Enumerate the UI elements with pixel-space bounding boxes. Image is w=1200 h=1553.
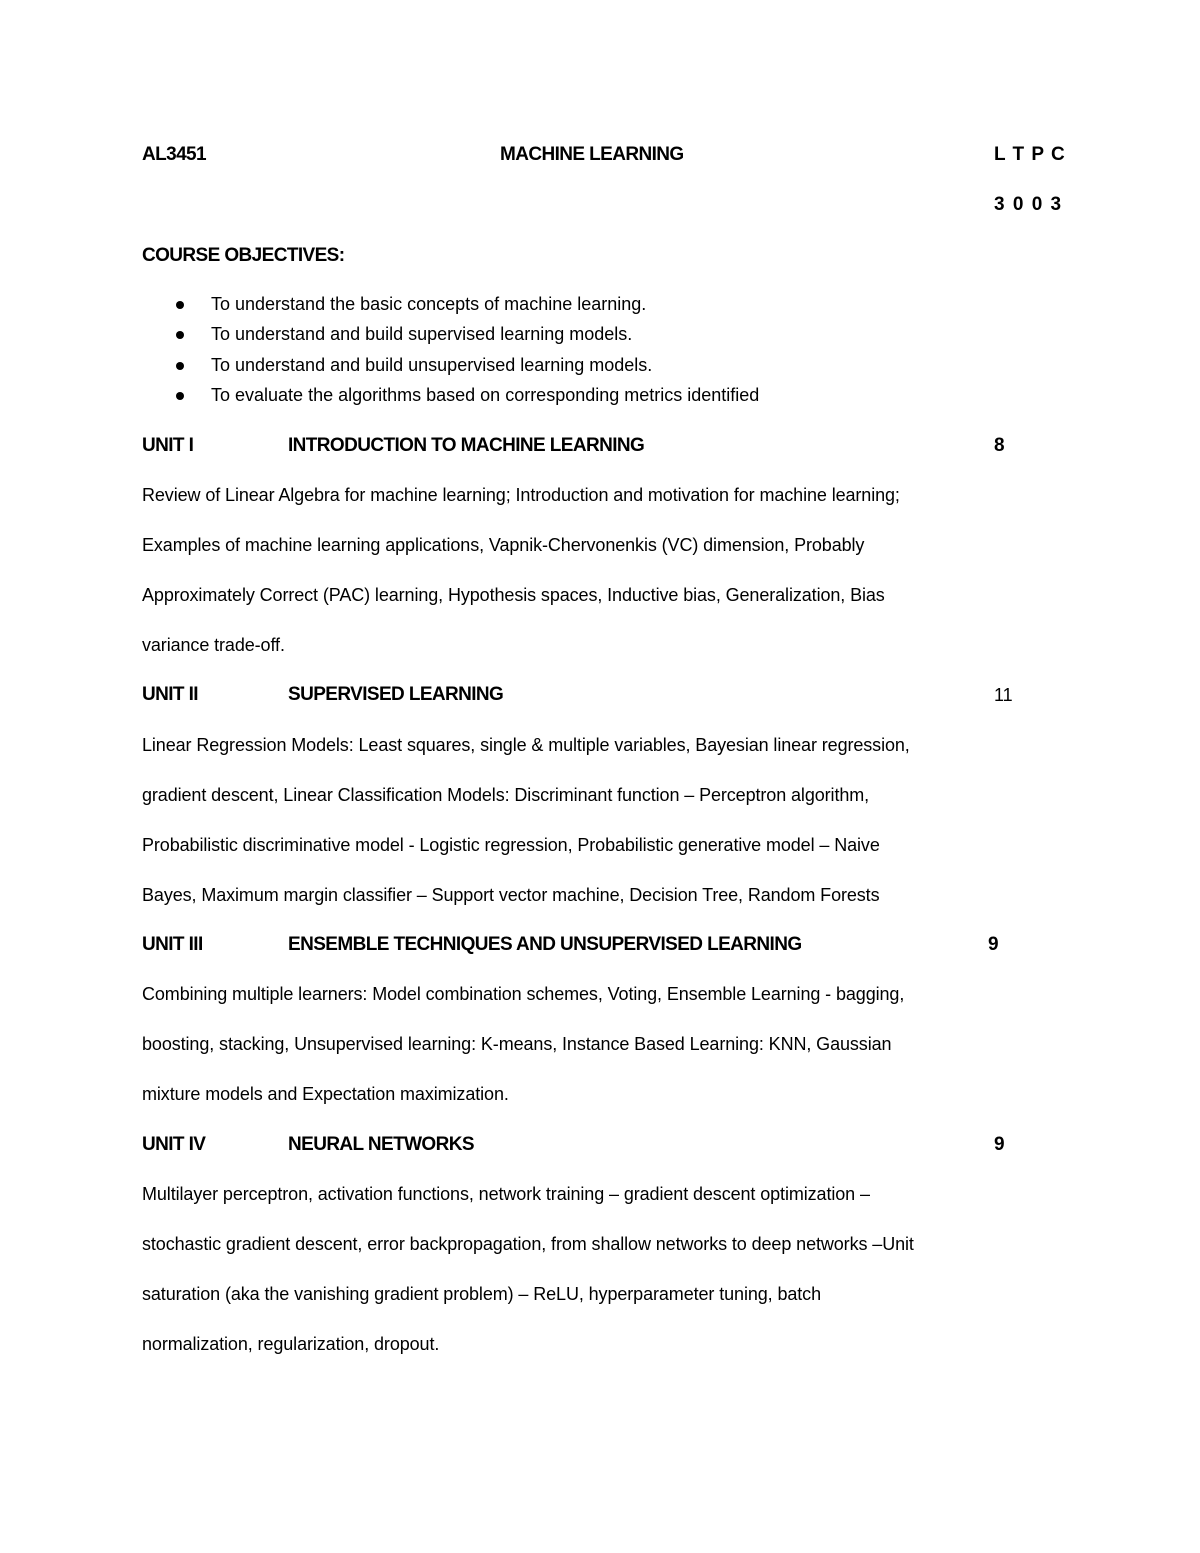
- bullet-icon: [176, 301, 184, 309]
- unit-title: NEURAL NETWORKS: [288, 1134, 474, 1155]
- unit-body-line: variance trade-off.: [142, 635, 285, 655]
- unit-body-line: saturation (aka the vanishing gradient problem) – ReLU, hyperparameter tuning, batch: [142, 1284, 821, 1304]
- unit-body-line: gradient descent, Linear Classification Models: Discriminant function – Perceptron algorithm,: [142, 785, 870, 805]
- course-code: AL3451: [142, 144, 206, 165]
- unit-label: UNIT II: [142, 684, 198, 705]
- unit-title: SUPERVISED LEARNING: [288, 684, 504, 705]
- unit-hours: 11: [994, 685, 1013, 705]
- unit-body-line: normalization, regularization, dropout.: [142, 1334, 440, 1354]
- unit-label: UNIT III: [142, 934, 203, 955]
- unit-body-line: stochastic gradient descent, error backpropagation, from shallow networks to deep networks –Unit: [142, 1234, 914, 1254]
- objectives-heading: COURSE OBJECTIVES:: [142, 245, 345, 266]
- unit-title: ENSEMBLE TECHNIQUES AND UNSUPERVISED LEARNING: [288, 934, 802, 955]
- unit-body-line: Bayes, Maximum margin classifier – Support vector machine, Decision Tree, Random Forests: [142, 885, 880, 905]
- unit-body-line: Examples of machine learning applications, Vapnik-Chervonenkis (VC) dimension, Probably: [142, 535, 865, 555]
- unit-label: UNIT I: [142, 435, 194, 456]
- unit-hours: 8: [994, 435, 1004, 456]
- unit-hours: 9: [988, 934, 998, 955]
- bullet-icon: [176, 331, 184, 339]
- objective-text: To understand the basic concepts of machine learning.: [211, 294, 647, 314]
- ltpc-label: L T P C: [994, 144, 1066, 165]
- unit-label: UNIT IV: [142, 1134, 206, 1155]
- unit-body-line: boosting, stacking, Unsupervised learning: K-means, Instance Based Learning: KNN, Gaussian: [142, 1034, 892, 1054]
- objective-text: To understand and build supervised learning models.: [211, 324, 633, 344]
- unit-body-line: Review of Linear Algebra for machine learning; Introduction and motivation for machine learning;: [142, 485, 900, 505]
- unit-hours: 9: [994, 1134, 1004, 1155]
- unit-title: INTRODUCTION TO MACHINE LEARNING: [288, 435, 645, 456]
- bullet-icon: [176, 362, 184, 370]
- unit-body-line: Linear Regression Models: Least squares, single & multiple variables, Bayesian linear regression,: [142, 735, 910, 755]
- unit-body-line: mixture models and Expectation maximization.: [142, 1084, 509, 1104]
- unit-body-line: Combining multiple learners: Model combination schemes, Voting, Ensemble Learning - bagging,: [142, 984, 905, 1004]
- ltpc-values: 3 0 0 3: [994, 194, 1063, 215]
- unit-body-line: Approximately Correct (PAC) learning, Hypothesis spaces, Inductive bias, Generalization, Bias: [142, 585, 885, 605]
- objective-text: To evaluate the algorithms based on corresponding metrics identified: [211, 385, 760, 405]
- objective-text: To understand and build unsupervised learning models.: [211, 355, 653, 375]
- bullet-icon: [176, 392, 184, 400]
- course-title: MACHINE LEARNING: [500, 144, 684, 165]
- unit-body-line: Multilayer perceptron, activation functions, network training – gradient descent optimization –: [142, 1184, 870, 1204]
- unit-body-line: Probabilistic discriminative model - Logistic regression, Probabilistic generative model – Naive: [142, 835, 880, 855]
